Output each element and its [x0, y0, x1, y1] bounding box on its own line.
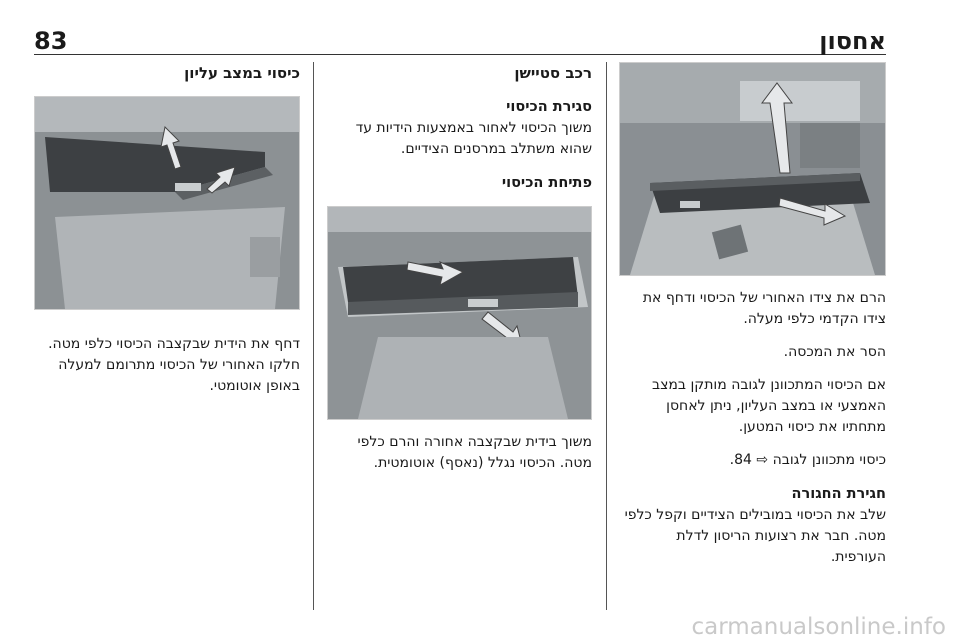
- figure-cover-upper-position: [34, 96, 300, 310]
- left-heading: כיסוי במצב עליון: [184, 64, 300, 82]
- middle-subheading-opening: פתיחת הכיסוי: [501, 175, 592, 191]
- cargo-cover-closing-icon: [328, 207, 591, 419]
- right-paragraph-3: אם הכיסוי המתכוונן לגובה מותקן במצב האמצעי או במצב העליון, ניתן לאחסן מתחתיו את כיסוי המטען.: [652, 377, 886, 435]
- middle-heading: רכב סטיישן: [514, 64, 592, 82]
- cargo-cover-removal-icon: [620, 63, 885, 275]
- right-paragraph-2: הסר את המכסה.: [783, 344, 886, 360]
- left-column: [34, 62, 300, 397]
- section-title: אחסון: [819, 27, 886, 55]
- right-paragraph-5: שלב את הכיסוי במובילים הצידיים וקפל כלפי מטה. חבר את רצועות הריסון לדלת העורפית.: [624, 507, 886, 565]
- figure-cover-closing: [327, 206, 592, 420]
- middle-paragraph-1: משוך הכיסוי לאחור באמצעות הידיות עד שהוא משתלב במרסנים הצידיים.: [355, 120, 592, 157]
- right-column: [619, 62, 886, 568]
- right-heading-storage: חגירת החגורה: [791, 486, 886, 502]
- figure-cover-removal: [619, 62, 886, 276]
- column-divider-right: [606, 62, 607, 610]
- middle-subheading-closing: סגירת הכיסוי: [506, 99, 592, 115]
- page-header: [34, 28, 886, 55]
- watermark: carmanualsonline.info: [691, 614, 946, 640]
- middle-column: [327, 62, 592, 474]
- page-number: 83: [34, 27, 68, 55]
- cargo-cover-upper-position-icon: [35, 97, 299, 309]
- middle-paragraph-2: משוך בידית שבקצבה אחורה והרם כלפי מטה. הכיסוי נגלל (נאסף) אוטומטית.: [357, 434, 592, 471]
- right-paragraph-1: הרם את צידו האחורי של הכיסוי ודחף את צידו הקדמי כלפי מעלה.: [642, 290, 886, 327]
- right-paragraph-4: כיסוי מתכוונן לגובה ⇨ 84.: [729, 452, 886, 468]
- left-paragraph-1: דחף את הידית שבקצבה הכיסוי כלפי מטה. חלקו האחורי של הכיסוי מתרומם למעלה באופן אוטומטי.: [48, 336, 300, 394]
- column-divider-left: [313, 62, 314, 610]
